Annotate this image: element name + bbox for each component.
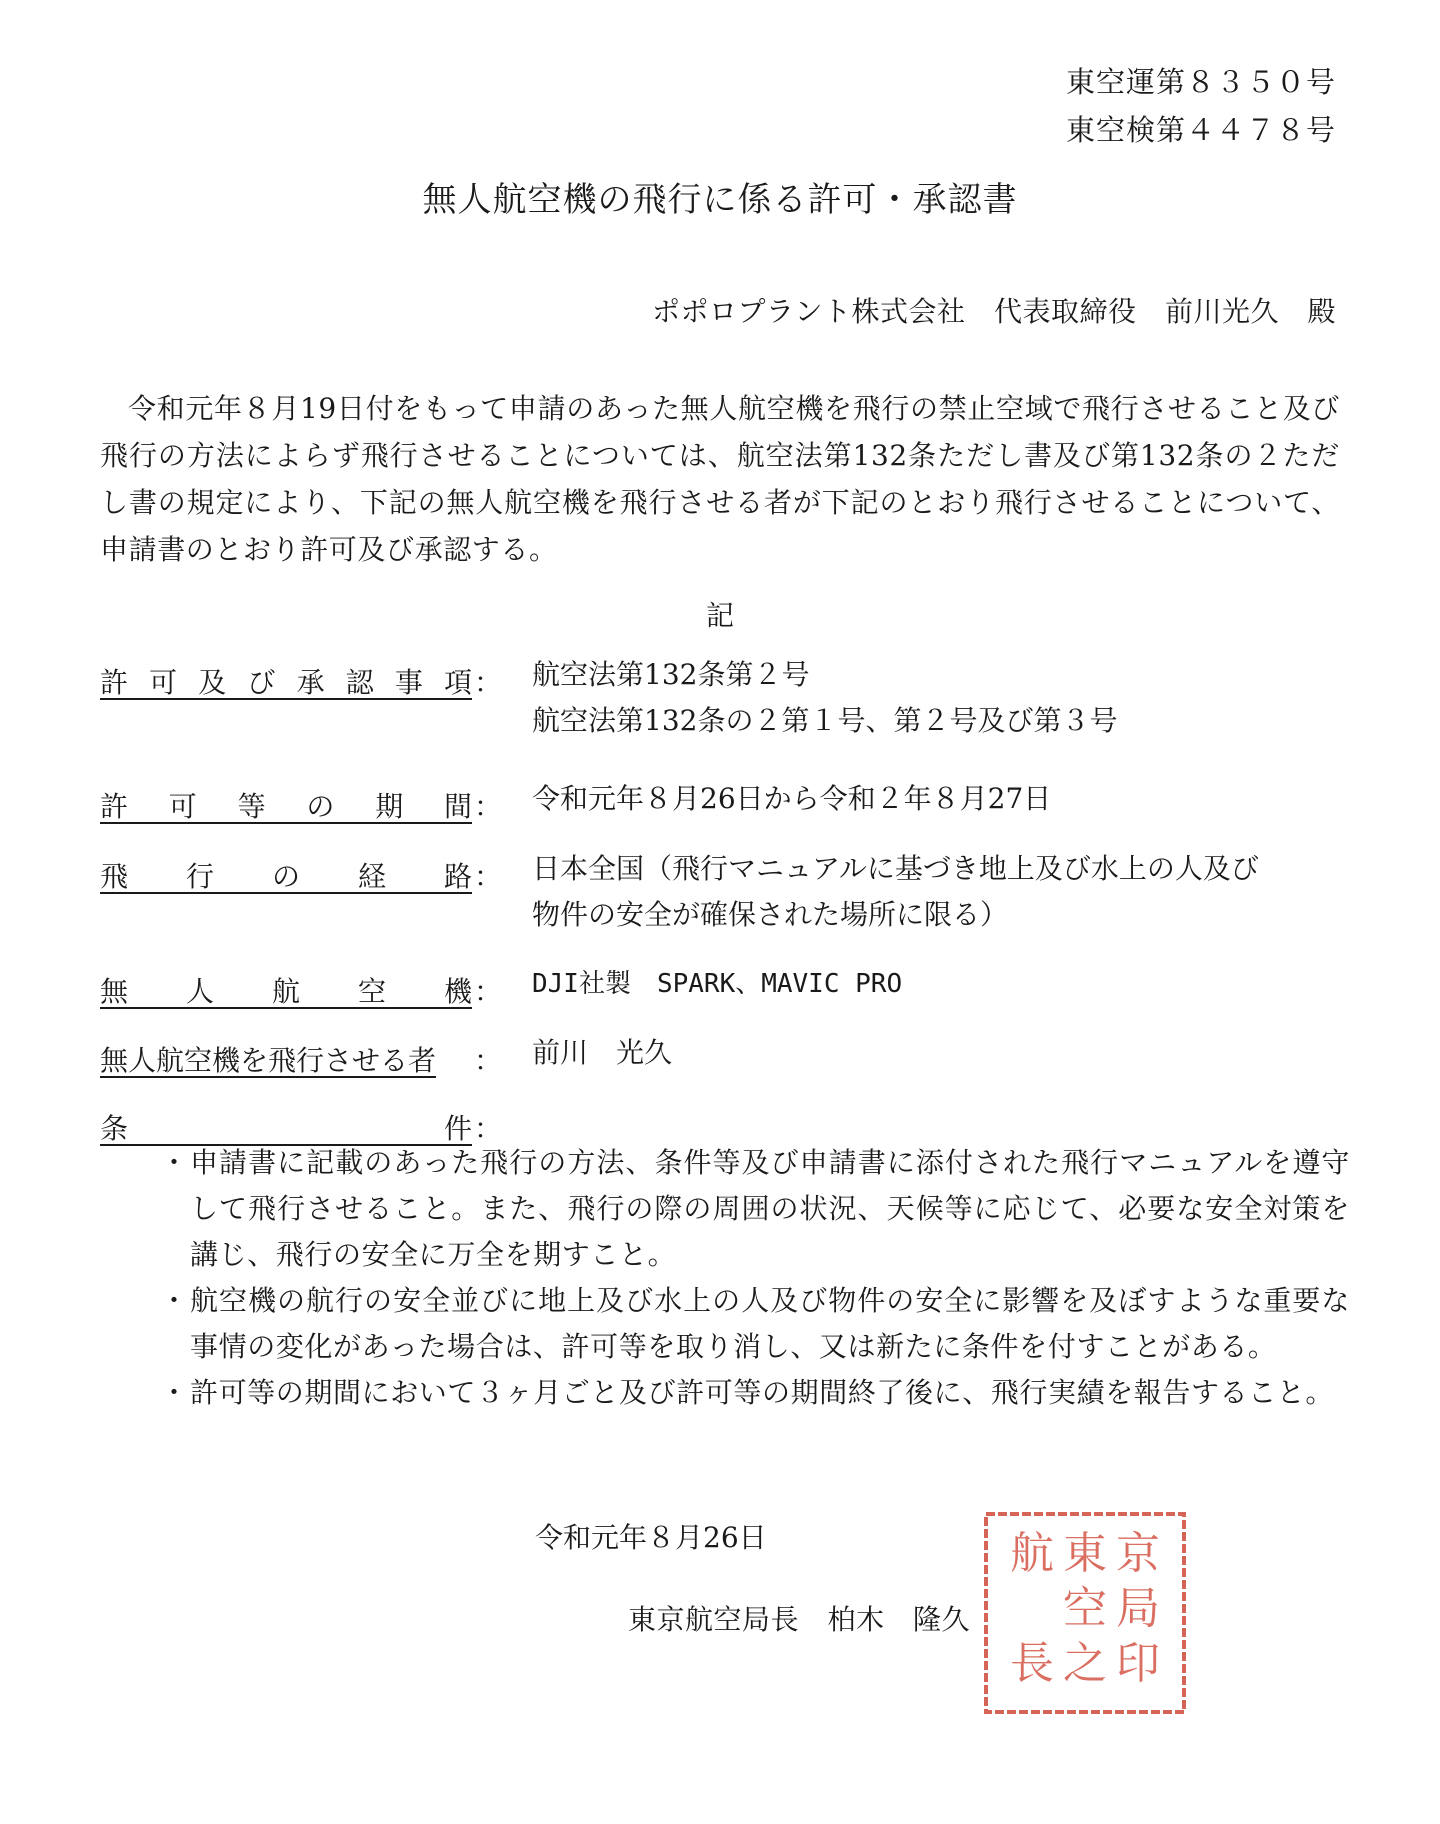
document-title: 無人航空機の飛行に係る許可・承認書 [422,180,1018,220]
ref-number-1: 東空運第８３５０号 [1065,65,1336,99]
seal-character: 京 [1116,1528,1160,1579]
issue-date: 令和元年８月26日 [535,1521,767,1554]
item-value [532,846,1362,938]
item-value-line: DJI社製 SPARK、MAVIC PRO [532,969,903,999]
seal-character: 空 [1063,1583,1107,1634]
item-colon: ： [473,975,502,1008]
issuer-signature: 東京航空局長 柏木 隆久 [628,1603,971,1636]
item-value-line: 航空法第132条の２第１号、第２号及び第３号 [532,704,1118,737]
item-colon: ： [473,1112,502,1145]
seal-character: 東 [1063,1528,1107,1579]
bullet: ・ [160,1284,189,1317]
item-colon: ： [473,1044,502,1077]
item-value-line: 日本全国（飛行マニュアルに基づき地上及び水上の人及び [532,852,1259,885]
addressee: ポポロプラント株式会社 代表取締役 前川光久 殿 [651,295,1336,328]
item-label: 許可及び承認事項 [100,666,472,699]
condition-text: 申請書に記載のあった飛行の方法、条件等及び申請書に添付された飛行マニュアルを遵守して飛行させること。また、飛行の際の周囲の状況、天候等に応じて、必要な安全対策を講じ、飛行の安全に万全を期すこと。 [190,1146,1350,1271]
item-colon: ： [473,666,502,699]
condition-item [160,1370,1350,1416]
ki-heading: 記 [705,599,734,632]
item-value-line: 航空法第132条第２号 [532,658,810,691]
seal-character: 長 [1010,1638,1054,1689]
item-colon: ： [473,860,502,893]
item-label: 飛行の経路 [100,860,472,893]
seal-character: 印 [1116,1638,1160,1689]
item-value-line: 前川 光久 [532,1036,673,1069]
official-seal [980,1508,1190,1718]
reference-numbers [1066,58,1336,154]
item-value [532,961,1362,1007]
item-value-line: 物件の安全が確保された場所に限る） [532,898,1009,931]
item-label: 許可等の期間 [100,790,472,823]
condition-item [160,1140,1350,1278]
condition-text: 許可等の期間において３ヶ月ごと及び許可等の期間終了後に、飛行実績を報告すること。 [190,1376,1335,1409]
item-value [532,776,1362,822]
item-value [532,652,1362,744]
ref-number-2: 東空検第４４７８号 [1065,113,1336,147]
bullet: ・ [160,1376,189,1409]
item-value [532,1030,1362,1076]
seal-character: 之 [1063,1638,1107,1689]
conditions-list [160,1140,1350,1416]
item-label: 無人航空機 [100,975,472,1008]
seal-character: 航 [1010,1528,1054,1579]
condition-text: 航空機の航行の安全並びに地上及び水上の人及び物件の安全に影響を及ぼすような重要な事情の変化があった場合は、許可等を取り消し、又は新たに条件を付すことがある。 [190,1284,1350,1363]
bullet: ・ [160,1146,189,1179]
item-label: 無人航空機を飛行させる者 [100,1044,437,1077]
item-colon: ： [473,790,502,823]
body-paragraph: 令和元年８月19日付をもって申請のあった無人航空機を飛行の禁止空域で飛行させること及び飛行の方法によらず飛行させることについては、航空法第132条ただし書及び第132条の２ただし書の規定により、下記の無人航空機を飛行させる者が下記のとおり飛行させることについて、申請書のとおり許可及び承認する。 [100,392,1340,566]
condition-item [160,1278,1350,1370]
seal-character: 局 [1116,1583,1160,1634]
item-label: 条件 [100,1112,472,1145]
item-value-line: 令和元年８月26日から令和２年８月27日 [532,782,1052,815]
